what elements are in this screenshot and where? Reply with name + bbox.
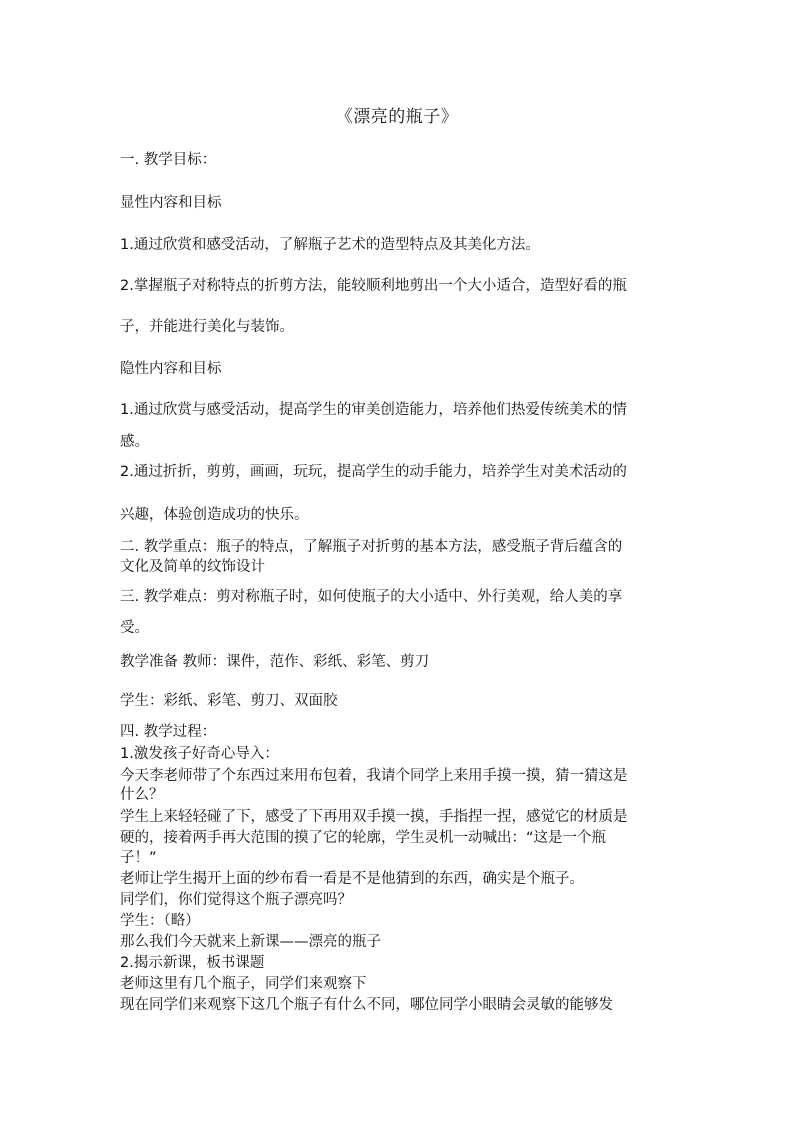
paragraph-line: 现在同学们来观察下这几个瓶子有什么不同，哪位同学小眼睛会灵敏的能够发 [120, 997, 613, 1013]
paragraph-line: 子，并能进行美化与装饰。 [120, 319, 294, 335]
paragraph-line: 学生上来轻轻碰了下，感受了下再用双手摸一摸，手指捏一捏，感觉它的材质是 [120, 809, 628, 825]
section-heading-process: 四. 教学过程： [120, 724, 217, 740]
paragraph-line: 那么我们今天就来上新课——漂亮的瓶子 [120, 934, 381, 950]
subheading-explicit: 显性内容和目标 [120, 195, 222, 211]
paragraph-line: 1.通过欣赏与感受活动，提高学生的审美创造能力，培养他们热爱传统美术的情 [120, 402, 627, 418]
paragraph-line: 学生：（略） [120, 913, 200, 929]
paragraph-line: 今天李老师带了个东西过来用布包着，我请个同学上来用手摸一摸，猜一猜这是 [120, 768, 628, 784]
step-heading: 2.揭示新课，板书课题 [120, 955, 265, 971]
paragraph-line: 老师让学生揭开上面的纱布看一看是不是他猜到的东西，确实是个瓶子。 [120, 871, 584, 887]
section-heading-objectives: 一. 教学目标： [120, 152, 217, 168]
paragraph-line: 同学们，你们觉得这个瓶子漂亮吗？ [120, 892, 352, 908]
section-heading-difficulties: 三. 教学难点：剪对称瓶子时，如何使瓶子的大小适中、外行美观，给人美的享 [120, 589, 623, 605]
step-heading: 1.激发孩子好奇心导入： [120, 746, 279, 762]
paragraph-line: 1.通过欣赏和感受活动，了解瓶子艺术的造型特点及其美化方法。 [120, 237, 540, 253]
paragraph-line: 老师这里有几个瓶子，同学们来观察下 [120, 976, 367, 992]
section-heading-key-points: 二. 教学重点：瓶子的特点，了解瓶子对折剪的基本方法，感受瓶子背后蕴含的 [120, 539, 623, 555]
paragraph-line: 受。 [120, 620, 149, 636]
paragraph-line: 2.掌握瓶子对称特点的折剪方法，能较顺利地剪出一个大小适合，造型好看的瓶 [120, 278, 627, 294]
paragraph-line: 子！” [120, 850, 157, 866]
student-materials: 学生：彩纸、彩笔、剪刀、双面胶 [120, 693, 338, 709]
teaching-preparation: 教学准备 教师：课件，范作、彩纸、彩笔、剪刀 [120, 654, 430, 670]
paragraph-line: 感。 [120, 434, 149, 450]
paragraph-line: 文化及简单的纹饰设计 [120, 559, 265, 575]
paragraph-line: 硬的，接着两手再大范围的摸了它的轮廓，学生灵机一动喊出：“这是一个瓶 [120, 830, 607, 846]
paragraph-line: 兴趣，体验创造成功的快乐。 [120, 507, 309, 523]
paragraph-line: 2.通过折折，剪剪，画画，玩玩，提高学生的动手能力，培养学生对美术活动的 [120, 464, 627, 480]
paragraph-line: 什么？ [120, 787, 164, 803]
document-title: 《漂亮的瓶子》 [335, 107, 459, 127]
subheading-implicit: 隐性内容和目标 [120, 361, 222, 377]
